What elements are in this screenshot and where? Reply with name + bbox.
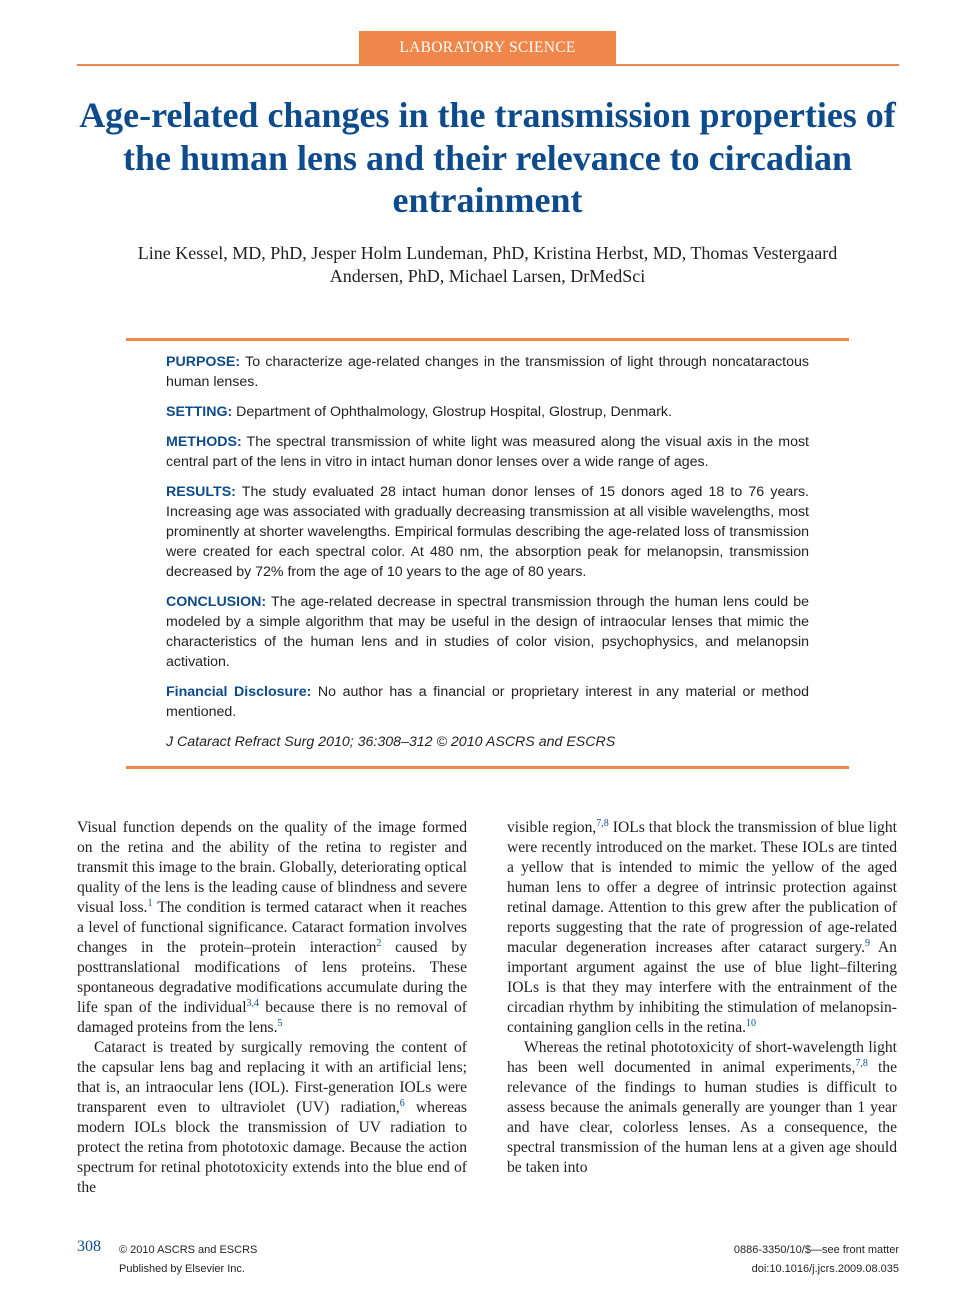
setting-text: Department of Ophthalmology, Glostrup Hospital, Glostrup, Denmark. — [232, 404, 672, 420]
footer-copyright: © 2010 ASCRS and ESCRS — [119, 1244, 258, 1256]
body-text: because there is no removal of damaged proteins from the lens. — [77, 999, 467, 1036]
body-text: Cataract is treated by surgically removing the content of the capsular lens bag and replacing it with an artificial lens; that is, an intraocular lens (IOL). First-generation IOLs were transparent even to ultraviolet (UV) radiation, — [77, 1039, 467, 1116]
body-text: caused by posttranslational modifications of lens proteins. These spontaneous degradative modifications accumulate during the life span of the individual — [77, 939, 467, 1016]
journal-citation: J Cataract Refract Surg 2010; 36:308–312 © 2010 ASCRS and ESCRS — [166, 734, 616, 750]
body-text: An important argument against the use of blue light–filtering IOLs is that they may interfere with the entrainment of the circadian rhythm by inhibiting the stimulation of melanopsin-containing ganglion cells in the retina. — [507, 939, 897, 1036]
body-paragraph — [77, 818, 467, 1038]
results-text: The study evaluated 28 intact human donor lenses of 15 donors aged 18 to 76 years. Increasing age was associated with gradually decreasing transmission at all visible wavelengths, most prominently at shorter wavelengths. Empirical formulas describing the age-related loss of transmission were created for each spectral color. At 480 nm, the absorption peak for melanopsin, transmission decreased by 72% from the age of 10 years to the age of 80 years. — [166, 484, 809, 580]
abstract-setting — [166, 402, 809, 422]
article-title: Age-related changes in the transmission properties of the human lens and their relevance to circadian entrainment — [79, 95, 896, 220]
reference-link[interactable]: 7,8 — [596, 817, 609, 829]
body-column-left — [77, 818, 467, 1198]
page-number: 308 — [77, 1238, 101, 1255]
author-list: Line Kessel, MD, PhD, Jesper Holm Lundeman, PhD, Kristina Herbst, MD, Thomas Vestergaard Andersen, PhD, Michael Larsen, DrMedSci — [137, 243, 838, 286]
reference-link[interactable]: 10 — [746, 1017, 757, 1029]
reference-link[interactable]: 6 — [399, 1097, 405, 1109]
footer-doi[interactable]: doi:10.1016/j.jcrs.2009.08.035 — [751, 1263, 899, 1275]
body-paragraph — [77, 1038, 467, 1198]
abstract-conclusion — [166, 592, 809, 672]
body-text: The condition is termed cataract when it reaches a level of functional significance. Cataract formation involves changes in the protein–protein interaction — [77, 899, 468, 956]
reference-link[interactable]: 2 — [376, 937, 382, 949]
abstract — [166, 352, 809, 762]
abstract-disclosure — [166, 682, 809, 722]
section-label: LABORATORY SCIENCE — [359, 31, 616, 65]
methods-text: The spectral transmission of white light was measured along the visual axis in the most central part of the lens in vitro in intact human donor lenses over a wide range of ages. — [166, 434, 809, 470]
body-text: whereas modern IOLs block the transmission of UV radiation to protect the retina from phototoxic damage. Because the action spectrum for retinal phototoxicity extends into the blue end of the — [77, 1099, 468, 1196]
body-paragraph — [507, 818, 897, 1038]
reference-link[interactable]: 9 — [865, 937, 871, 949]
abstract-top-rule — [126, 338, 849, 341]
reference-link[interactable]: 7,8 — [855, 1057, 868, 1069]
methods-label: METHODS: — [166, 434, 242, 450]
disclosure-label: Financial Disclosure: — [166, 684, 312, 700]
reference-link[interactable]: 1 — [147, 897, 153, 909]
abstract-methods — [166, 432, 809, 472]
footer-publisher: Published by Elsevier Inc. — [119, 1263, 245, 1275]
conclusion-label: CONCLUSION: — [166, 594, 267, 610]
conclusion-text: The age-related decrease in spectral transmission through the human lens could be modeled by a simple algorithm that may be useful in the design of intraocular lenses that mimic the characteristics of the human lens and in studies of color vision, psychophysics, and melanopsin activation. — [166, 594, 809, 670]
body-text: the relevance of the findings to human studies is difficult to assess because the animals generally are younger than 1 year and have clear, colorless lenses. As a consequence, the spectral transmission of the human lens at a given age should be taken into — [507, 1059, 897, 1176]
disclosure-text: No author has a financial or proprietary interest in any material or method mentioned. — [166, 684, 809, 720]
setting-label: SETTING: — [166, 404, 233, 420]
body-text: IOLs that block the transmission of blue light were recently introduced on the market. These IOLs are tinted a yellow that is intended to mimic the yellow of the aged human lens to offer a degree of intrinsic protection against retinal damage. Attention to this grew after the publication of reports suggesting that the rate of progression of age-related macular degeneration increases after cataract surgery. — [507, 819, 897, 956]
body-text: Visual function depends on the quality of the image formed on the retina and the ability of the retina to register and transmit this image to the brain. Globally, deteriorating optical quality of the lens is the leading cause of blindness and severe visual loss. — [77, 819, 467, 916]
footer-issn: 0886-3350/10/$—see front matter — [733, 1244, 899, 1256]
results-label: RESULTS: — [166, 484, 236, 500]
abstract-results — [166, 482, 809, 582]
body-text: visible region, — [507, 819, 597, 836]
header-rule — [77, 64, 899, 66]
body-text: Whereas the retinal phototoxicity of short-wavelength light has been well documented in animal experiments, — [507, 1039, 897, 1076]
abstract-bottom-rule — [126, 766, 849, 769]
body-column-right — [507, 818, 897, 1178]
body-paragraph — [507, 1038, 897, 1178]
abstract-purpose — [166, 352, 809, 392]
purpose-text: To characterize age-related changes in the transmission of light through noncataractous human lenses. — [166, 354, 809, 390]
purpose-label: PURPOSE: — [166, 354, 241, 370]
reference-link[interactable]: 3,4 — [246, 997, 260, 1009]
reference-link[interactable]: 5 — [277, 1017, 283, 1029]
